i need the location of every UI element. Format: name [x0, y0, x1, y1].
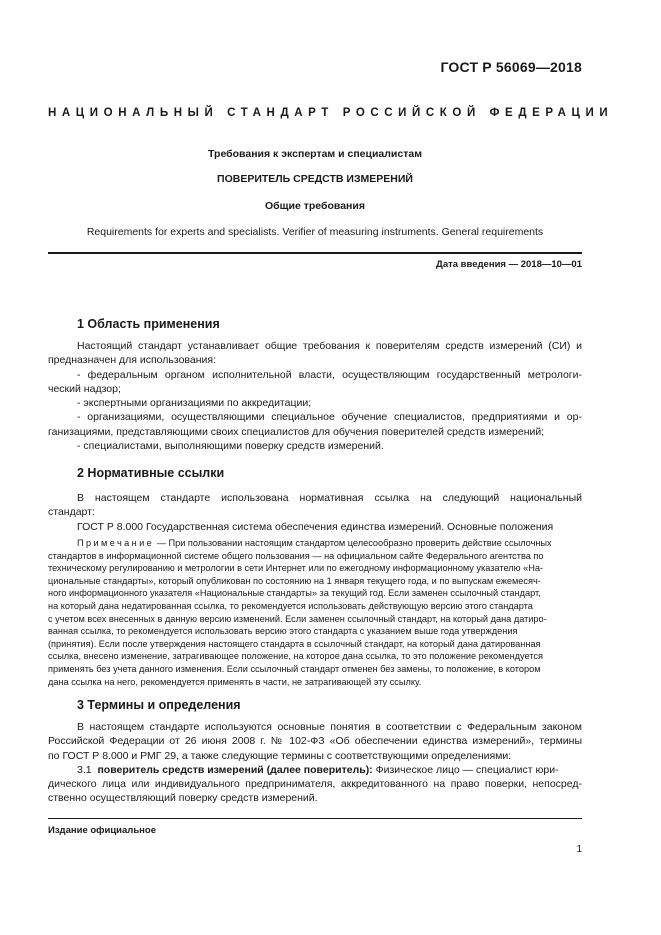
- term-definition-start: Физическое лицо — специалист юри-: [372, 763, 559, 776]
- section-2-body: [48, 491, 582, 534]
- note-line: стандартов в информационной системе общего пользования — на официальном сайте Федерального агентства по: [48, 550, 544, 561]
- title-category: Требования к экспертам и специалистам: [208, 148, 422, 160]
- note-line: циональные стандарты», который опубликован по состоянию на 1 января текущего года, и по выпускам ежемесяч-: [48, 575, 541, 586]
- note-label: Примечание: [77, 538, 155, 548]
- note-text: — При пользовании настоящим стандартом целесообразно проверить действие ссылочных: [154, 538, 552, 548]
- page-number: 1: [576, 844, 582, 855]
- bottom-divider: [48, 818, 582, 819]
- note-line: ссылка, внесено изменение, затрагивающее положение, на которое дана ссылка, то это положение рекомендуется: [48, 651, 543, 662]
- section-1-heading: 1 Область применения: [77, 317, 220, 331]
- official-edition-label: Издание официальное: [48, 825, 156, 836]
- note-line: техническому регулированию и метрологии в сети Интернет или по ежегодному информационному указателю «На-: [48, 563, 543, 574]
- paragraph-line: Российской Федерации от 26 июня 2008 г. № 102-ФЗ «Об обеспечении единства измерений», термины: [48, 735, 582, 748]
- paragraph-line: В настоящем стандарте использована нормативная ссылка на следующий национальный: [77, 492, 582, 504]
- note-line: (принятия). Если после утверждения настоящего стандарта в ссылочный стандарт, на который дана датированная: [48, 638, 541, 649]
- section-2-note: [48, 537, 582, 688]
- term-definition-line: дического лица или индивидуального предпринимателя, аккредитованного на право поверки, непосред-: [48, 778, 582, 791]
- list-item: - федеральным органом исполнительной власти, осуществляющим государственный метрологи-: [77, 368, 582, 381]
- paragraph-line: по ГОСТ Р 8.000 и РМГ 29, а также следующие термины с соответствующими определениями:: [48, 749, 512, 762]
- title-subtitle: Общие требования: [265, 200, 365, 212]
- section-3-heading: 3 Термины и определения: [77, 698, 241, 712]
- term-number: 3.1: [77, 763, 92, 776]
- note-line: дана ссылка на него, рекомендуется применять в части, не затрагивающей эту ссылку.: [48, 676, 422, 687]
- paragraph-line: В настоящем стандарте используются основные понятия в соответствии с Федеральным законом: [77, 721, 582, 733]
- note-line: применять без учета данного изменения. Если ссылочный стандарт отменен без замены, то положение, в котором: [48, 663, 541, 674]
- note-line: [48, 537, 582, 550]
- paragraph-line: ганизациями, представляющими своих специалистов для обучения поверителей средств измерений;: [48, 425, 545, 438]
- paragraph-line: стандарт:: [48, 506, 95, 519]
- note-line: ванная ссылка, то рекомендуется использовать версию этого стандарта с указанием выше года утверждения: [48, 626, 518, 637]
- title-main: ПОВЕРИТЕЛЬ СРЕДСТВ ИЗМЕРЕНИЙ: [217, 173, 413, 185]
- paragraph-line: предназначен для использования:: [48, 354, 216, 367]
- top-divider: [48, 252, 582, 254]
- term-definition-line: ственно осуществляющий поверку средств измерений.: [48, 792, 318, 805]
- section-2-heading: 2 Нормативные ссылки: [77, 466, 225, 480]
- section-1-body: [48, 339, 582, 453]
- note-line: на который дана недатированная ссылка, то рекомендуется использовать действующую версию этого стандарта: [48, 600, 533, 611]
- section-3-body: [48, 720, 582, 806]
- term-line: [48, 763, 582, 777]
- document-code: ГОСТ Р 56069—2018: [440, 59, 582, 75]
- term-name: поверитель средств измерений (далее поверитель):: [97, 763, 373, 776]
- paragraph-line: ческий надзор;: [48, 382, 121, 395]
- list-item: - специалистами, выполняющими поверку средств измерений.: [77, 440, 384, 453]
- paragraph-line: Настоящий стандарт устанавливает общие требования к поверителям средств измерений (СИ) и: [77, 340, 582, 352]
- national-standard-banner: НАЦИОНАЛЬНЫЙ СТАНДАРТ РОССИЙСКОЙ ФЕДЕРАЦИИ: [48, 107, 614, 119]
- normative-reference: ГОСТ Р 8.000 Государственная система обеспечения единства измерений. Основные положения: [77, 520, 554, 533]
- note-line: ного информационного указателя «Национальные стандарты» за текущий год. Если заменен ссылочный стандарт,: [48, 588, 541, 599]
- introduction-date: Дата введения — 2018—10—01: [436, 259, 582, 270]
- title-english: Requirements for experts and specialists. Verifier of measuring instruments. General requirements: [86, 226, 544, 238]
- list-item: - экспертными организациями по аккредитации;: [77, 397, 312, 410]
- list-item: - организациями, осуществляющими специальное обучение специалистов, предприятиями и ор-: [77, 411, 582, 424]
- note-line: с учетом всех внесенных в данную версию изменений. Если заменен ссылочный стандарт, на который дана датиро-: [48, 613, 547, 624]
